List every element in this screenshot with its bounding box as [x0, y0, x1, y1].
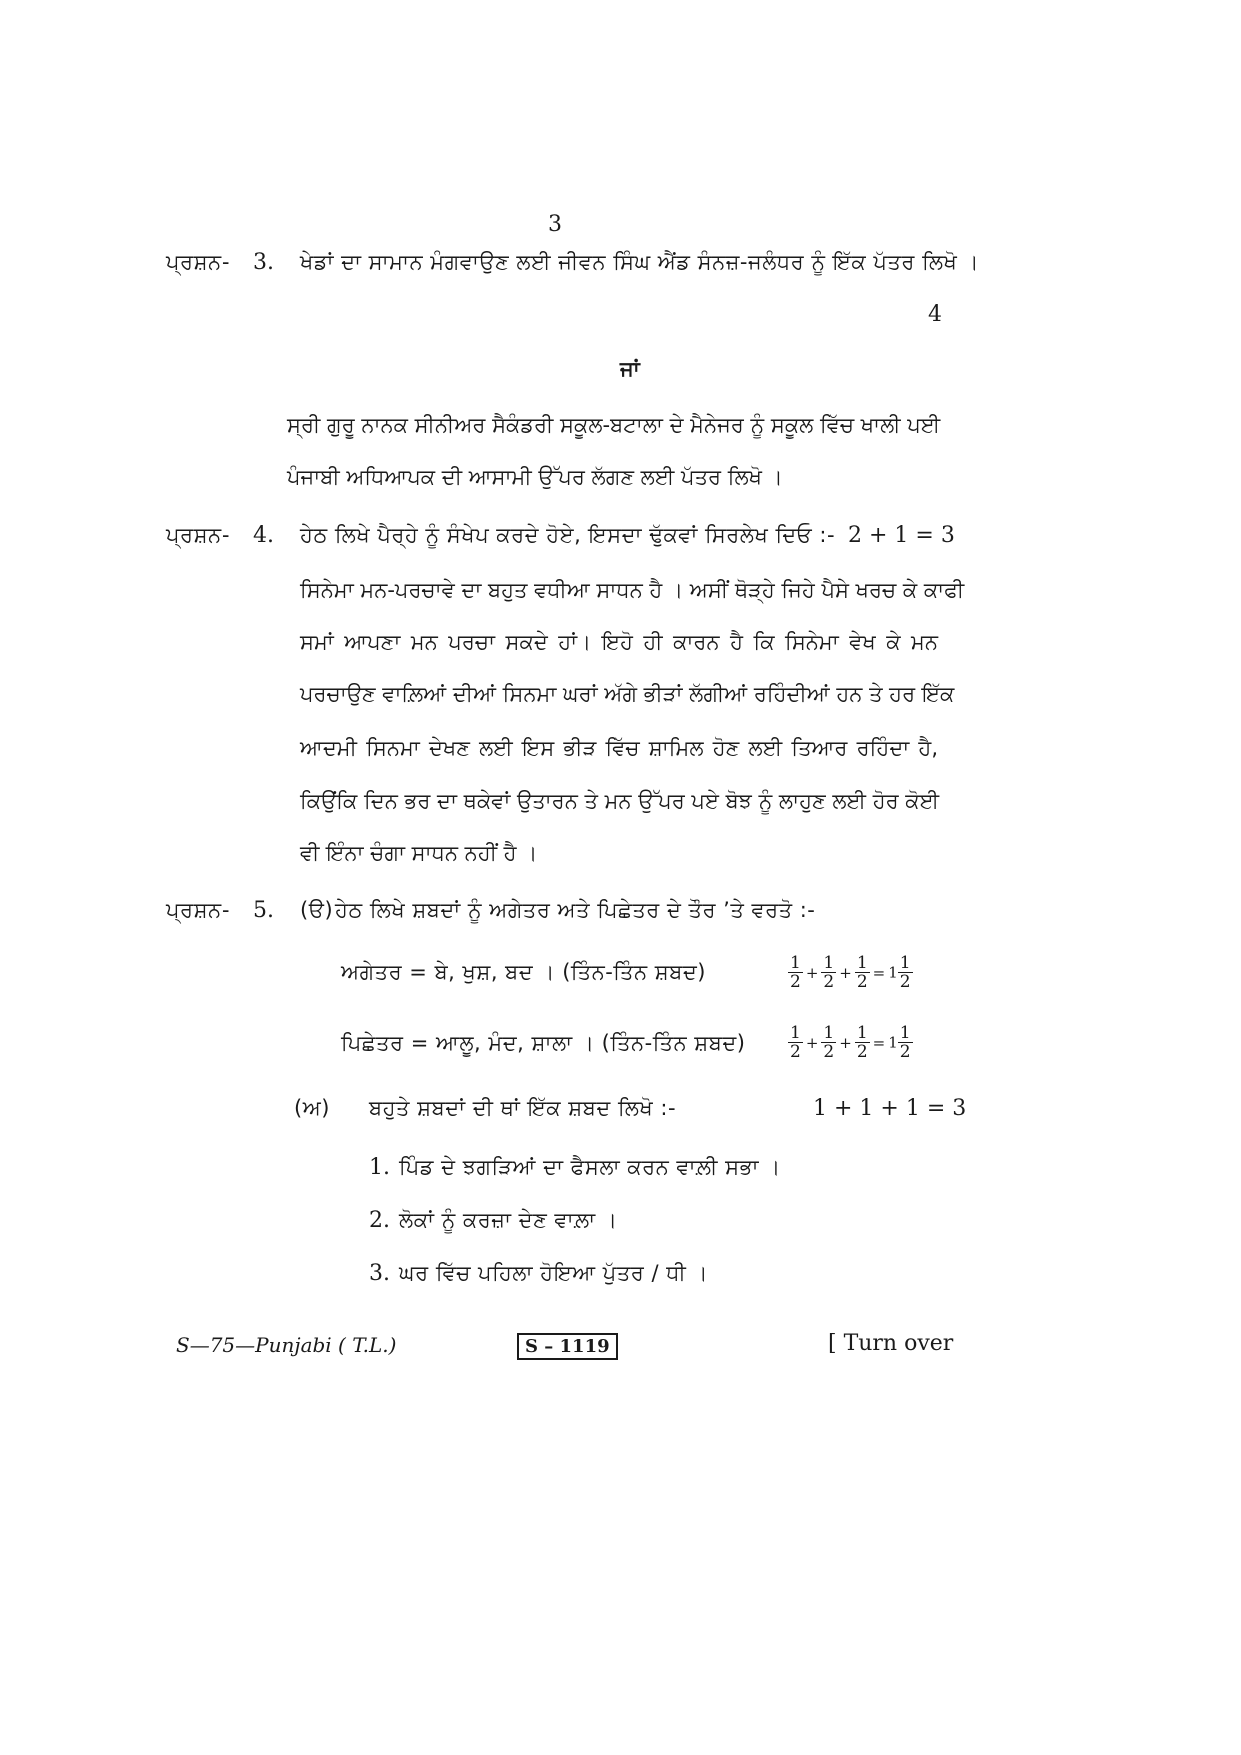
- q5-suffix-line: ਪਿਛੇਤਰ = ਆਲੂ, ਮੰਦ, ਸ਼ਾਲਾ । (ਤਿੰਨ-ਤਿੰਨ ਸ਼ਬਦ): [341, 1031, 746, 1055]
- q4-marks: 2 + 1 = 3: [848, 523, 955, 548]
- fraction: $\frac{1}{2}$: [790, 1023, 801, 1062]
- q3-marks: 4: [928, 302, 942, 327]
- fraction: $\frac{1}{2}$: [823, 1023, 835, 1062]
- q3-text: ਖੇਡਾਂ ਦਾ ਸਾਮਾਨ ਮੰਗਵਾਉਣ ਲਈ ਜੀਵਨ ਸਿੰਘ ਐਂਡ ਸੰਨਜ਼-ਜਲੰਧਰ ਨੂੰ ਇੱਕ ਪੱਤਰ ਲਿਖੋ ।: [300, 250, 980, 274]
- q5-item-3-text: ਘਰ ਵਿੱਚ ਪਹਿਲਾ ਹੋਇਆ ਪੁੱਤਰ / ਧੀ ।: [399, 1261, 709, 1285]
- fraction: $\frac{1}{2}$: [899, 1023, 911, 1062]
- q3-alt-line-2: ਪੰਜਾਬੀ ਅਧਿਆਪਕ ਦੀ ਆਸਾਮੀ ਉੱਪਰ ਲੱਗਣ ਲਈ ਪੱਤਰ ਲਿਖੋ ।: [287, 465, 783, 489]
- q4-para-line-5: ਕਿਉਂਕਿ ਦਿਨ ਭਰ ਦਾ ਥਕੇਵਾਂ ਉਤਾਰਨ ਤੇ ਮਨ ਉੱਪਰ ਪਏ ਬੋਝ ਨੂੰ ਲਾਹੁਣ ਲਈ ਹੋਰ ਕੋਈ: [300, 789, 940, 813]
- q3-dash: -: [222, 250, 230, 275]
- fraction: $\frac{1}{2}$: [899, 953, 911, 992]
- q5-number: 5.: [253, 898, 274, 923]
- q5-part-a-marker: (ੳ): [300, 898, 334, 922]
- q5-label: ਪ੍ਰਸ਼ਨ: [166, 898, 222, 922]
- q5-part-b-text: ਬਹੁਤੇ ਸ਼ਬਦਾਂ ਦੀ ਥਾਂ ਇੱਕ ਸ਼ਬਦ ਲਿਖੋ :-: [369, 1096, 677, 1120]
- q4-para-line-1: ਸਿਨੇਮਾ ਮਨ-ਪਰਚਾਵੇ ਦਾ ਬਹੁਤ ਵਧੀਆ ਸਾਧਨ ਹੈ । ਅਸੀਂ ਥੋੜ੍ਹੇ ਜਿਹੇ ਪੈਸੇ ਖਰਚ ਕੇ ਕਾਫੀ: [300, 578, 965, 602]
- q5-item-1-number: 1.: [369, 1155, 390, 1180]
- fraction: $\frac{1}{2}$: [823, 953, 835, 992]
- q3-or: ਜਾਂ: [620, 357, 641, 381]
- q5-item-3-number: 3.: [369, 1261, 390, 1286]
- fraction: $\frac{1}{2}$: [856, 953, 868, 992]
- q5-item-2-text: ਲੋਕਾਂ ਨੂੰ ਕਰਜ਼ਾ ਦੇਣ ਵਾਲ਼ਾ ।: [399, 1208, 618, 1232]
- q5-part-b-marks: 1 + 1 + 1 = 3: [813, 1096, 967, 1121]
- q4-label: ਪ੍ਰਸ਼ਨ: [166, 523, 222, 547]
- q4-para-line-6: ਵੀ ਇੰਨਾ ਚੰਗਾ ਸਾਧਨ ਨਹੀਂ ਹੈ ।: [300, 841, 538, 865]
- q3-label: ਪ੍ਰਸ਼ਨ: [166, 250, 222, 274]
- footer-series-box: S – 1119: [517, 1333, 618, 1360]
- q5-part-a-text: ਹੇਠ ਲਿਖੇ ਸ਼ਬਦਾਂ ਨੂੰ ਅਗੇਤਰ ਅਤੇ ਪਿਛੇਤਰ ਦੇ ਤੌਰ ’ਤੇ ਵਰਤੋ :-: [335, 898, 816, 922]
- q5-part-b-marker: (ਅ): [294, 1096, 330, 1120]
- q3-number: 3.: [253, 250, 274, 275]
- q4-para-line-2: ਸਮਾਂ ਆਪਣਾ ਮਨ ਪਰਚਾ ਸਕਦੇ ਹਾਂ। ਇਹੋ ਹੀ ਕਾਰਨ ਹੈ ਕਿ ਸਿਨੇਮਾ ਵੇਖ ਕੇ ਮਨ: [300, 630, 938, 654]
- q4-text: ਹੇਠ ਲਿਖੇ ਪੈਰ੍ਹੇ ਨੂੰ ਸੰਖੇਪ ਕਰਦੇ ਹੋਏ, ਇਸਦਾ ਢੁੱਕਵਾਂ ਸਿਰਲੇਖ ਦਿਓ :-: [300, 523, 836, 547]
- fraction: $\frac{1}{2}$: [790, 953, 801, 992]
- q5-item-2-number: 2.: [369, 1208, 390, 1233]
- q5-dash: -: [222, 898, 230, 923]
- q4-number: 4.: [253, 523, 274, 548]
- q5-suffix-marks: $\frac{1}{2}$ + $\frac{1}{2}$ + $\frac{1}{2}$ = 1 $\frac{1}{2}$: [790, 1023, 911, 1062]
- footer-turn-over: [ Turn over: [828, 1331, 954, 1356]
- fraction: $\frac{1}{2}$: [856, 1023, 868, 1062]
- q3-alt-line-1: ਸ੍ਰੀ ਗੁਰੂ ਨਾਨਕ ਸੀਨੀਅਰ ਸੈਕੰਡਰੀ ਸਕੂਲ-ਬਟਾਲਾ ਦੇ ਮੈਨੇਜਰ ਨੂੰ ਸਕੂਲ ਵਿੱਚ ਖਾਲੀ ਪਈ: [287, 413, 941, 437]
- q5-prefix-line: ਅਗੇਤਰ = ਬੇ, ਖੁਸ਼, ਬਦ । (ਤਿੰਨ-ਤਿੰਨ ਸ਼ਬਦ): [341, 960, 706, 984]
- q4-dash: -: [222, 523, 230, 548]
- q4-para-line-4: ਆਦਮੀ ਸਿਨਮਾ ਦੇਖਣ ਲਈ ਇਸ ਭੀੜ ਵਿੱਚ ਸ਼ਾਮਿਲ ਹੋਣ ਲਈ ਤਿਆਰ ਰਹਿੰਦਾ ਹੈ,: [300, 736, 938, 760]
- footer-paper-code: S—75—Punjabi ( T.L.): [176, 1333, 397, 1357]
- q5-prefix-marks: $\frac{1}{2}$ + $\frac{1}{2}$ + $\frac{1}{2}$ = 1 $\frac{1}{2}$: [790, 953, 911, 992]
- q5-item-1-text: ਪਿੰਡ ਦੇ ਝਗੜਿਆਂ ਦਾ ਫੈਸਲਾ ਕਰਨ ਵਾਲ਼ੀ ਸਭਾ ।: [399, 1155, 781, 1179]
- page-number: 3: [548, 212, 562, 237]
- q4-para-line-3: ਪਰਚਾਉਣ ਵਾਲ਼ਿਆਂ ਦੀਆਂ ਸਿਨਮਾ ਘਰਾਂ ਅੱਗੇ ਭੀੜਾਂ ਲੱਗੀਆਂ ਰਹਿੰਦੀਆਂ ਹਨ ਤੇ ਹਰ ਇੱਕ: [300, 682, 955, 706]
